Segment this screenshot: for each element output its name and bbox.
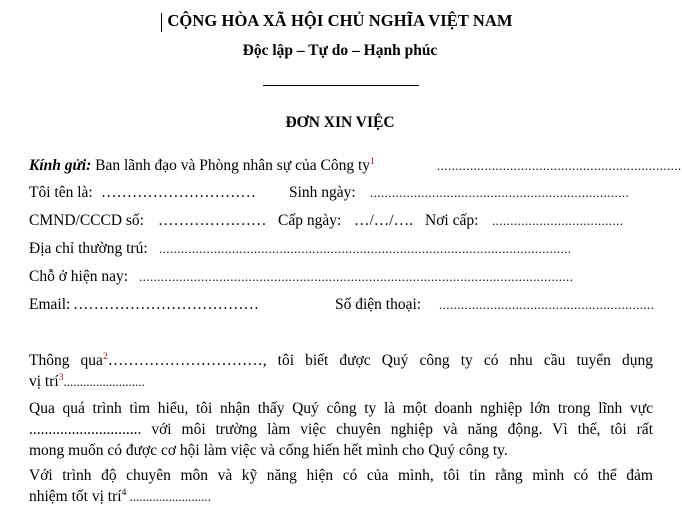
footnote-ref-2: 2	[102, 351, 108, 362]
id-line	[29, 210, 653, 232]
skills-blank: .........................	[126, 489, 211, 504]
paragraph-skills-line-1: Với trình độ chuyên môn và kỹ năng hiện có của mình, tôi tin rằng mình có thể đảm	[29, 467, 653, 484]
document-title: ĐƠN XIN VIỆC	[285, 114, 395, 131]
address-label: Địa chỉ thường trú:	[29, 240, 148, 257]
issue-place-blank: ....................................	[492, 213, 624, 228]
phone-label: Số điện thoại:	[335, 296, 422, 313]
dob-blank: .......................................................................	[370, 185, 630, 200]
footnote-ref-4: 4	[121, 487, 127, 498]
paragraph-skills-line-2	[29, 486, 653, 507]
paragraph-skills	[29, 465, 653, 507]
national-title: CỘNG HÒA XÃ HỘI CHỦ NGHĨA VIỆT NAM	[167, 11, 513, 30]
email-label: Email:	[29, 296, 71, 313]
paragraph-research-line-2: ............................. với môi trường làm việc chuyên nghiệp và năng động. Vì thế, tôi rất	[29, 421, 653, 438]
recipient-label: Kính gửi:	[29, 157, 92, 174]
name-line	[29, 182, 653, 204]
national-motto: Độc lập – Tự do – Hạnh phúc	[242, 42, 438, 59]
paragraph-source-line-1	[29, 350, 653, 371]
footnote-ref-1: 1	[370, 156, 375, 167]
email-blank: ………………………………	[73, 296, 259, 313]
contact-line	[29, 294, 653, 316]
current-address-label: Chỗ ở hiện nay:	[29, 268, 129, 285]
position-lead: vị trí	[29, 373, 59, 390]
recipient-line	[29, 155, 682, 177]
paragraph-source	[29, 350, 653, 392]
current-address-line	[29, 266, 653, 288]
name-label: Tôi tên là:	[29, 184, 93, 201]
position-blank: .........................	[63, 374, 145, 389]
name-blank: …………………………	[101, 184, 256, 201]
paragraph-research	[29, 398, 653, 461]
issue-date-blank: …/…/….	[354, 212, 413, 229]
issue-date-label: Cấp ngày:	[278, 212, 342, 229]
id-blank: …………………	[158, 212, 267, 229]
paragraph-source-line-2	[29, 371, 653, 392]
dob-label: Sinh ngày:	[289, 184, 356, 201]
source-text: …………………………, tôi biết được Quý công ty có nhu cầu tuyển dụng	[107, 352, 653, 369]
address-line	[29, 238, 653, 260]
current-address-blank: .......................................................................................................................	[139, 269, 574, 284]
paragraph-research-line-3: mong muốn có được cơ hội làm việc và cống hiến hết mình cho Quý công ty.	[29, 442, 508, 459]
recipient-blank: ...................................................................	[437, 158, 682, 173]
address-blank: .................................................................................................................	[159, 241, 572, 256]
phone-blank: ...........................................................	[439, 297, 655, 312]
paragraph-research-line-1: Qua quá trình tìm hiểu, tôi nhận thấy Quý công ty là một doanh nghiệp lớn trong lĩnh vực	[29, 400, 653, 417]
issue-place-label: Nơi cấp:	[425, 212, 479, 229]
motto-underline	[263, 85, 419, 86]
id-label: CMND/CCCD số:	[29, 212, 144, 229]
footnote-ref-3: 3	[58, 372, 64, 383]
skills-lead: nhiệm tốt vị trí	[29, 488, 122, 505]
recipient-text: Ban lãnh đạo và Phòng nhân sự của Công ty	[95, 157, 371, 174]
source-lead: Thông qua	[29, 352, 103, 369]
